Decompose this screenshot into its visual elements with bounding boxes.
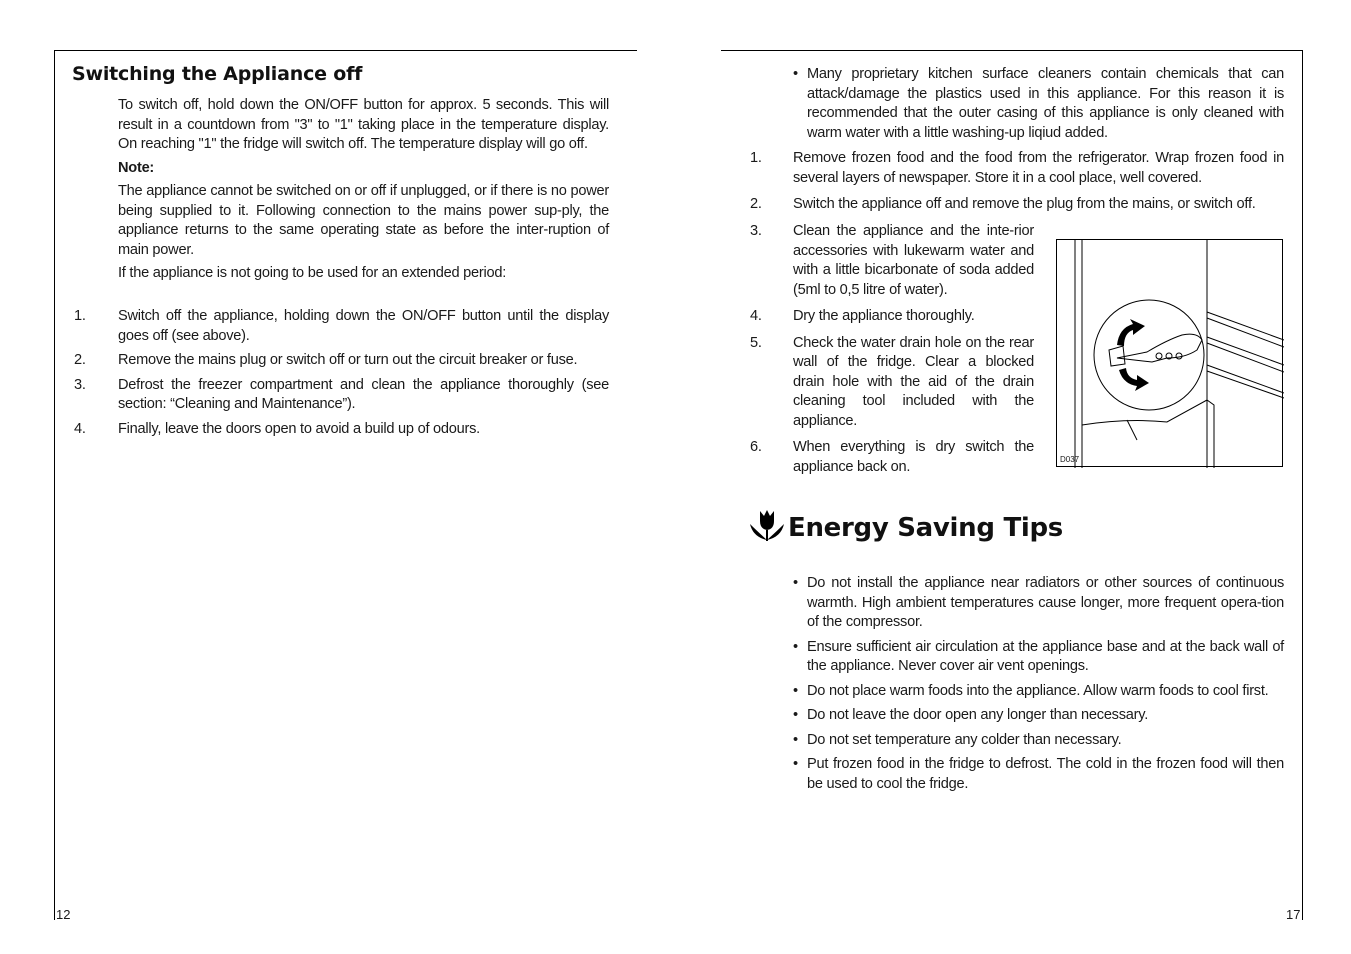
note-label: Note:	[118, 159, 155, 176]
energy-saving-title: Energy Saving Tips	[788, 513, 1063, 543]
tip-text: Put frozen food in the fridge to defrost. The cold in the frozen food will then be used to cool the fridge.	[807, 756, 1284, 792]
cleaning-steps-narrow	[748, 222, 1034, 482]
right-page-right-rule	[1302, 50, 1303, 920]
list-item	[72, 307, 609, 346]
step-number: 1.	[750, 150, 762, 166]
bullet-dot: •	[793, 638, 798, 655]
down-arrow-icon	[1119, 368, 1149, 391]
step-number: 4.	[750, 308, 762, 324]
list-item	[793, 706, 1284, 726]
step-number: 5.	[750, 334, 762, 351]
step-number: 2.	[74, 352, 86, 368]
figure-label: D037	[1060, 455, 1080, 464]
list-item	[72, 376, 609, 415]
bullet-dot: •	[793, 66, 798, 82]
list-item	[748, 334, 1034, 432]
tip-text: Ensure sufficient air circulation at the appliance base and at the back wall of the appliance. Never cover air vent openings.	[807, 638, 1284, 674]
drain-cleaning-illustration	[1056, 239, 1283, 467]
list-item	[72, 420, 609, 440]
step-text: Switch off the appliance, holding down the ON/OFF button until the display goes off (see above).	[118, 308, 609, 344]
bullet-text: Many proprietary kitchen surface cleaners contain chemicals that can attack/damage the plastics used in this appliance. For this reason it is recommended that the outer casing of this appliance is only cleaned with warm water with a little washing-up liqiud added.	[807, 66, 1284, 141]
bullet-dot: •	[793, 731, 798, 748]
step-text: When everything is dry switch the appliance back on.	[793, 439, 1034, 475]
tip-text: Do not set temperature any colder than necessary.	[807, 731, 1122, 748]
list-item	[793, 755, 1284, 794]
list-item	[793, 731, 1284, 751]
step-text: Dry the appliance thoroughly.	[793, 308, 975, 324]
left-page-top-rule	[54, 50, 637, 51]
step-number: 3.	[750, 223, 762, 239]
right-page-top-rule	[721, 50, 1303, 51]
extended-period-steps	[72, 307, 609, 444]
tip-text: Do not leave the door open any longer than necessary.	[807, 707, 1149, 723]
note-text: The appliance cannot be switched on or off if unplugged, or if there is no power being supplied to it. Following connection to the mains power sup-ply, the appliance returns to the same operating state as before the inter-ruption of main power.	[118, 183, 609, 258]
step-text: Clean the appliance and the inte-rior accessories with lukewarm water and with a little bicarbonate of soda added (5ml to 0,5 litre of water).	[793, 223, 1034, 298]
bullet-dot: •	[793, 707, 798, 723]
list-item	[748, 149, 1284, 188]
fridge-interior-drawing	[1057, 240, 1284, 468]
tulip-leaf-icon	[748, 509, 786, 543]
bullet-dot: •	[793, 682, 798, 699]
step-text: Defrost the freezer compartment and clean the appliance thoroughly (see section: “Cleaning and Maintenance”).	[118, 376, 609, 412]
step-number: 2.	[750, 196, 762, 212]
list-item	[793, 574, 1284, 633]
list-item	[748, 195, 1284, 215]
list-item	[793, 682, 1284, 702]
cleaners-warning	[793, 65, 1284, 148]
right-page-number: 17	[1286, 907, 1301, 922]
energy-saving-heading	[748, 509, 1063, 543]
switching-off-body	[118, 96, 609, 288]
step-number: 1.	[74, 308, 86, 324]
list-item	[748, 222, 1034, 300]
step-text: Switch the appliance off and remove the plug from the mains, or switch off.	[793, 196, 1256, 212]
step-text: Remove the mains plug or switch off or turn out the circuit breaker or fuse.	[118, 352, 578, 368]
bullet-dot: •	[793, 756, 798, 772]
extended-period-intro: If the appliance is not going to be used for an extended period:	[118, 265, 507, 281]
step-number: 6.	[750, 439, 762, 455]
list-item	[748, 307, 1034, 327]
step-text: Remove frozen food and the food from the refrigerator. Wrap frozen food in several layers of newspaper. Store it in a cool place, well covered.	[793, 150, 1284, 186]
list-item	[72, 351, 609, 371]
list-item	[748, 438, 1034, 477]
energy-tips-list	[793, 574, 1284, 799]
tip-text: Do not install the appliance near radiators or other sources of continuous warmth. High ambient temperatures cause longer, more frequent opera-tion of the compressor.	[807, 575, 1284, 630]
step-number: 3.	[74, 376, 86, 393]
list-item	[793, 65, 1284, 143]
left-page-number: 12	[56, 907, 71, 922]
switch-off-intro: To switch off, hold down the ON/OFF button for approx. 5 seconds. This will result in a countdown from "3" to "1" taking place in the temperature display. On reaching "1" the fridge will switch off. The temperature display will go off.	[118, 97, 609, 152]
step-number: 4.	[74, 420, 86, 437]
tip-text: Do not place warm foods into the appliance. Allow warm foods to cool first.	[807, 682, 1269, 699]
cleaning-steps-full	[748, 149, 1284, 220]
step-text: Finally, leave the doors open to avoid a build up of odours.	[118, 420, 480, 437]
left-page-left-rule	[54, 50, 55, 920]
bullet-dot: •	[793, 575, 798, 591]
step-text: Check the water drain hole on the rear wall of the fridge. Clear a blocked drain hole with the aid of the drain cleaning tool included with the appliance.	[793, 334, 1034, 429]
switching-off-heading: Switching the Appliance off	[72, 63, 363, 85]
up-arrow-icon	[1117, 319, 1145, 346]
list-item	[793, 638, 1284, 677]
